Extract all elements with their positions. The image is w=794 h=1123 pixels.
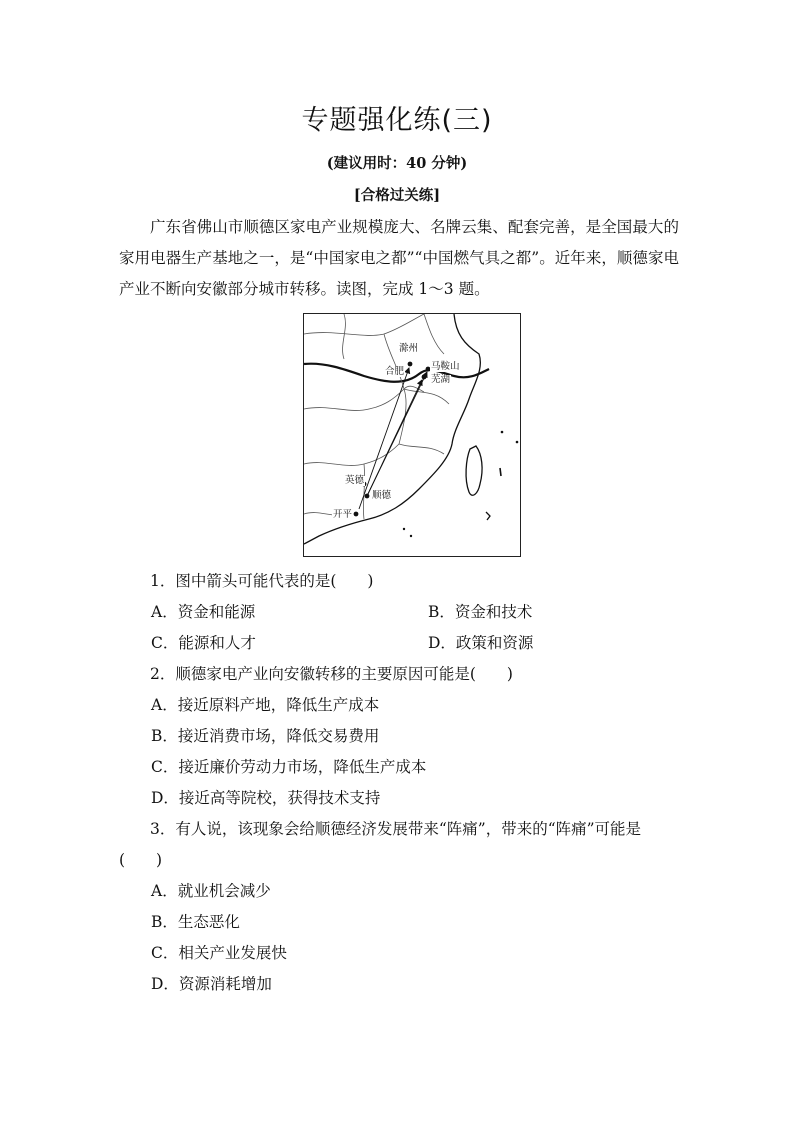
label-chuzhou: 滁州 — [399, 343, 419, 354]
option-b: B．资金和技术 — [428, 603, 533, 621]
transfer-arrow — [359, 368, 409, 509]
label-kaiping: 开平 — [333, 509, 353, 520]
option-b: B．接近消费市场，降低交易费用 — [151, 727, 380, 745]
intro-passage — [119, 212, 679, 305]
option-d: D．政策和资源 — [428, 634, 534, 652]
city-kaiping — [354, 512, 359, 517]
city-chuzhou — [408, 362, 413, 367]
question-2 — [119, 659, 679, 814]
transfer-arrow — [367, 372, 427, 496]
question-stem: 2．顺德家电产业向安徽转移的主要原因可能是( ) — [150, 665, 513, 683]
option-d: D．接近高等院校，获得技术支持 — [151, 789, 381, 807]
label-shunde: 顺德 — [372, 490, 392, 501]
option-c: C．接近廉价劳动力市场，降低生产成本 — [151, 758, 427, 776]
section-heading: [合格过关练] — [353, 187, 441, 204]
intro-text: 广东省佛山市顺德区家电产业规模庞大、名牌云集、配套完善，是全国最大的家用电器生产基地之一，是“中国家电之都”“中国燃气具之都”。近年来，顺德家电产业不断向安徽部分城市转移。读图，完成 1～3 题。 — [119, 218, 679, 298]
label-maanshan: 马鞍山 — [431, 361, 460, 372]
label-wuhu: 芜湖 — [431, 374, 451, 385]
option-d: D．资源消耗增加 — [151, 975, 272, 993]
suggested-time: (建议用时：40 分钟) — [326, 155, 468, 172]
option-c: C．能源和人才 — [151, 634, 256, 652]
taiwan-island — [466, 446, 482, 495]
label-yingde: 英德 — [345, 475, 365, 486]
question-stem: 3．有人说，该现象会给顺德经济发展带来“阵痛”，带来的“阵痛”可能是( ) — [119, 820, 642, 869]
question-3 — [119, 814, 679, 1000]
option-a: A．接近原料产地，降低生产成本 — [151, 696, 380, 714]
coastline — [304, 314, 480, 544]
question-1 — [119, 566, 679, 659]
map-figure — [303, 313, 521, 557]
option-b: B．生态恶化 — [151, 913, 240, 931]
question-stem: 1．图中箭头可能代表的是( ) — [150, 572, 374, 590]
option-a: A．资金和能源 — [151, 603, 256, 621]
label-hefei: 合肥 — [385, 366, 405, 377]
page-title: 专题强化练(三) — [301, 105, 493, 136]
option-a: A．就业机会减少 — [151, 882, 271, 900]
option-c: C．相关产业发展快 — [151, 944, 287, 962]
